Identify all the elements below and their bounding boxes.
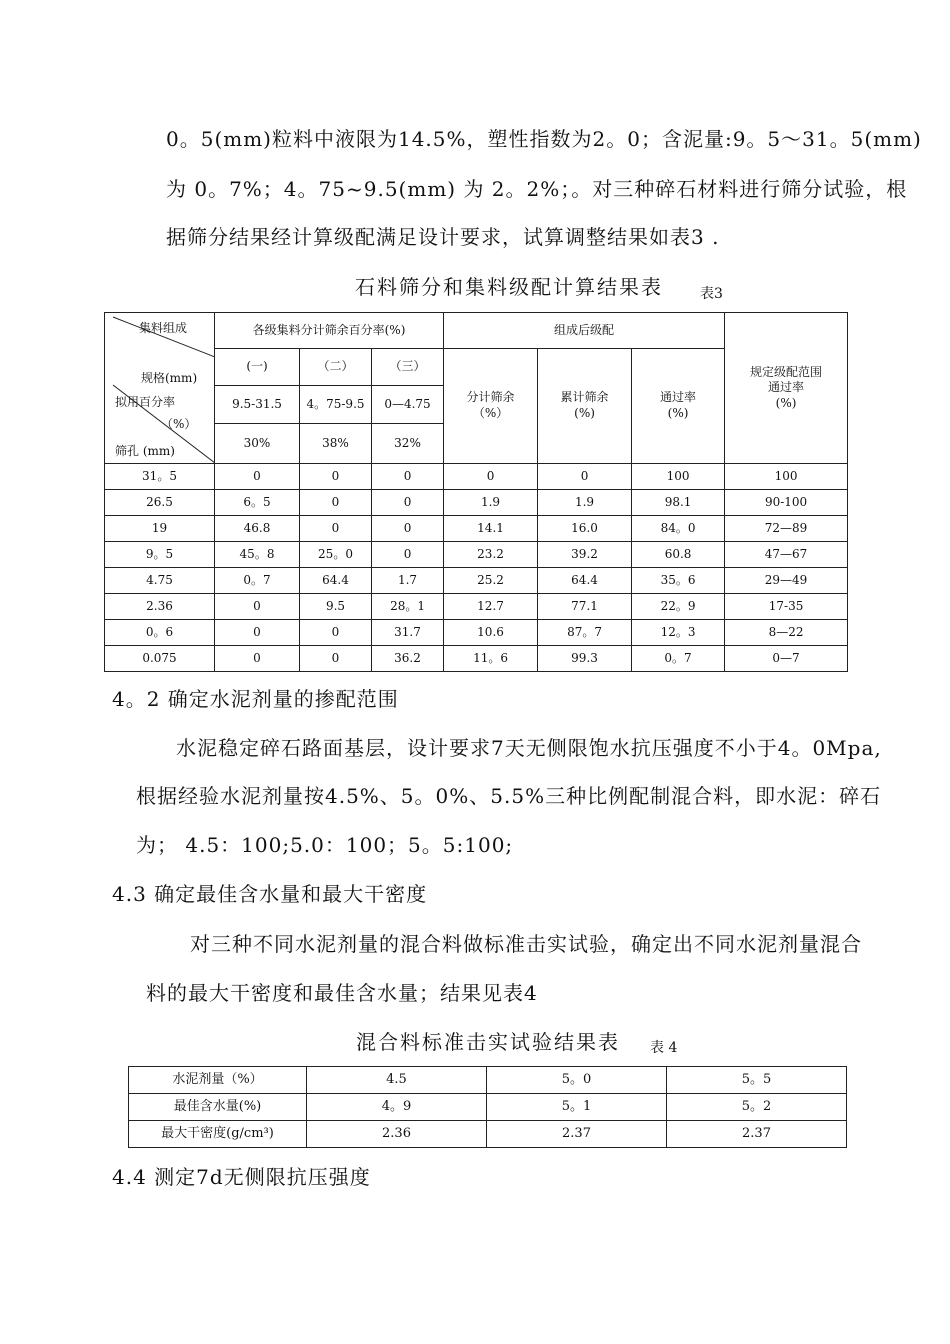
table-cell: 64.4 [538,568,632,594]
table-cell: 5。0 [487,1067,667,1094]
table3-number: 表3 [700,286,723,302]
table-cell: 23.2 [444,542,538,568]
para-line-3: 据筛分结果经计算级配满足设计要求，试算调整结果如表3 . [166,225,720,249]
table-cell: 4.75 [105,568,215,594]
section-4-3-heading: 4.3 确定最佳含水量和最大干密度 [112,882,428,906]
table-cell: 10.6 [444,620,538,646]
table-cell: 64.4 [300,568,372,594]
sieve-table-body [105,464,848,672]
table-cell: 0 [372,490,444,516]
section-4-3-line-1: 对三种不同水泥剂量的混合料做标准击实试验，确定出不同水泥剂量混合 [190,932,862,956]
header-cumulative-retained: 累计筛余 (%) [538,349,632,464]
table-row [105,620,848,646]
table-cell: 8—22 [725,620,848,646]
table-cell: 90-100 [725,490,848,516]
table-cell: 72—89 [725,516,848,542]
table-cell: 17-35 [725,594,848,620]
table-cell: 0 [300,646,372,672]
table-row [105,490,848,516]
table-cell: 36.2 [372,646,444,672]
table-cell: 31。5 [105,464,215,490]
section-4-2-line-3: 为； 4.5：100;5.0：100；5。5:100; [136,833,514,857]
table-cell: 12。3 [632,620,725,646]
table-row [129,1067,847,1094]
table-cell: 14.1 [444,516,538,542]
table-row [105,568,848,594]
table-cell: 60.8 [632,542,725,568]
section-4-2-heading: 4。2 确定水泥剂量的掺配范围 [112,687,399,711]
table-cell: 0 [215,594,300,620]
table-cell: 39.2 [538,542,632,568]
table-cell: 0 [372,542,444,568]
table-cell: 1.9 [538,490,632,516]
table-cell: 0 [300,620,372,646]
header-composite-grading: 组成后级配 [444,313,725,349]
table-cell: 28。1 [372,594,444,620]
table-row [105,464,848,490]
aggregate-3-ratio: 32% [372,424,444,464]
table-cell: 100 [632,464,725,490]
table-cell: 22。9 [632,594,725,620]
aggregate-3-label: （三） [372,349,444,386]
table-cell: 2.36 [307,1121,487,1148]
table-cell: 0 [215,464,300,490]
header-split-retained: 分计筛余 （%） [444,349,538,464]
table-cell: 0。7 [215,568,300,594]
table3-caption: 石料筛分和集料级配计算结果表 [355,275,663,299]
section-4-2-line-2: 根据经验水泥剂量按4.5%、5。0%、5.5%三种比例配制混合料，即水泥：碎石 [136,784,882,808]
table-cell: 0 [372,516,444,542]
table-cell: 4。9 [307,1094,487,1121]
table-cell: 6。5 [215,490,300,516]
table-cell: 29—49 [725,568,848,594]
table-cell: 9.5 [300,594,372,620]
sieve-analysis-table [104,312,848,672]
corner-label-sieve: 筛孔 (mm) [115,444,175,458]
table-cell: 19 [105,516,215,542]
para-line-2: 为 0。7%；4。75~9.5(mm) 为 2。2%；。对三种碎石材料进行筛分试验，根 [166,177,908,201]
table-cell: 2.37 [487,1121,667,1148]
table4-caption: 混合料标准击实试验结果表 [356,1030,620,1054]
table-cell: 0 [215,620,300,646]
table-cell: 47—67 [725,542,848,568]
table-cell: 2.37 [667,1121,847,1148]
aggregate-1-ratio: 30% [215,424,300,464]
header-aggregate-sieve: 各级集料分计筛余百分率(%) [215,313,444,349]
table-cell: 1.9 [444,490,538,516]
table-cell: 100 [725,464,848,490]
aggregate-1-size: 9.5-31.5 [215,386,300,424]
section-4-3-line-2: 料的最大干密度和最佳含水量；结果见表4 [146,981,538,1005]
table-cell: 0 [300,464,372,490]
para-line-1: 0。5(mm)粒料中液限为14.5%，塑性指数为2。0；含泥量:9。5～31。5(mm) [166,127,922,151]
table-cell: 0 [300,490,372,516]
section-4-4-heading: 4.4 测定7d无侧限抗压强度 [112,1165,371,1189]
table-cell: 0 [444,464,538,490]
table-cell: 2.36 [105,594,215,620]
table-cell: 1.7 [372,568,444,594]
table-row [105,594,848,620]
table-cell: 最大干密度(g/cm³) [129,1121,307,1148]
header-passing-rate: 通过率 (%) [632,349,725,464]
table-cell: 99.3 [538,646,632,672]
table-cell: 0 [538,464,632,490]
table-cell: 4.5 [307,1067,487,1094]
table-cell: 0—7 [725,646,848,672]
section-4-2-line-1: 水泥稳定碎石路面基层，设计要求7天无侧限饱水抗压强度不小于4。0Mpa, [176,736,882,760]
table-cell: 98.1 [632,490,725,516]
table3-corner-header [105,313,215,464]
table4-number: 表 4 [650,1040,678,1056]
compaction-table-body [129,1067,847,1148]
table-cell: 84。0 [632,516,725,542]
table-row [105,646,848,672]
table-cell: 5。2 [667,1094,847,1121]
table-cell: 26.5 [105,490,215,516]
table-cell: 水泥剂量（%） [129,1067,307,1094]
table-row [129,1094,847,1121]
table-cell: 12.7 [444,594,538,620]
aggregate-2-label: （二） [300,349,372,386]
table-cell: 25。0 [300,542,372,568]
table-cell: 9。5 [105,542,215,568]
table-cell: 最佳含水量(%) [129,1094,307,1121]
corner-label-spec: 规格(mm) [141,371,198,385]
corner-label-percent: 拟用百分率 [115,395,176,409]
compaction-test-table [128,1066,847,1148]
aggregate-2-size: 4。75-9.5 [300,386,372,424]
header-spec-range: 规定级配范围 通过率 (%) [725,313,848,464]
table-cell: 5。1 [487,1094,667,1121]
table-cell: 5。5 [667,1067,847,1094]
table-cell: 0。6 [105,620,215,646]
table-cell: 35。6 [632,568,725,594]
table-cell: 0 [300,516,372,542]
table-cell: 0.075 [105,646,215,672]
table-cell: 0 [372,464,444,490]
table-cell: 11。6 [444,646,538,672]
aggregate-1-label: (一) [215,349,300,386]
table-row [129,1121,847,1148]
table-cell: 0 [215,646,300,672]
table-cell: 77.1 [538,594,632,620]
aggregate-3-size: 0—4.75 [372,386,444,424]
corner-label-percent-unit: （%） [161,417,197,431]
corner-label-aggregate: 集料组成 [139,321,188,335]
table-row [105,542,848,568]
table-cell: 0。7 [632,646,725,672]
table-row [105,516,848,542]
table-cell: 31.7 [372,620,444,646]
table-cell: 16.0 [538,516,632,542]
table-cell: 45。8 [215,542,300,568]
table-cell: 87。7 [538,620,632,646]
aggregate-2-ratio: 38% [300,424,372,464]
table-cell: 46.8 [215,516,300,542]
table-cell: 25.2 [444,568,538,594]
